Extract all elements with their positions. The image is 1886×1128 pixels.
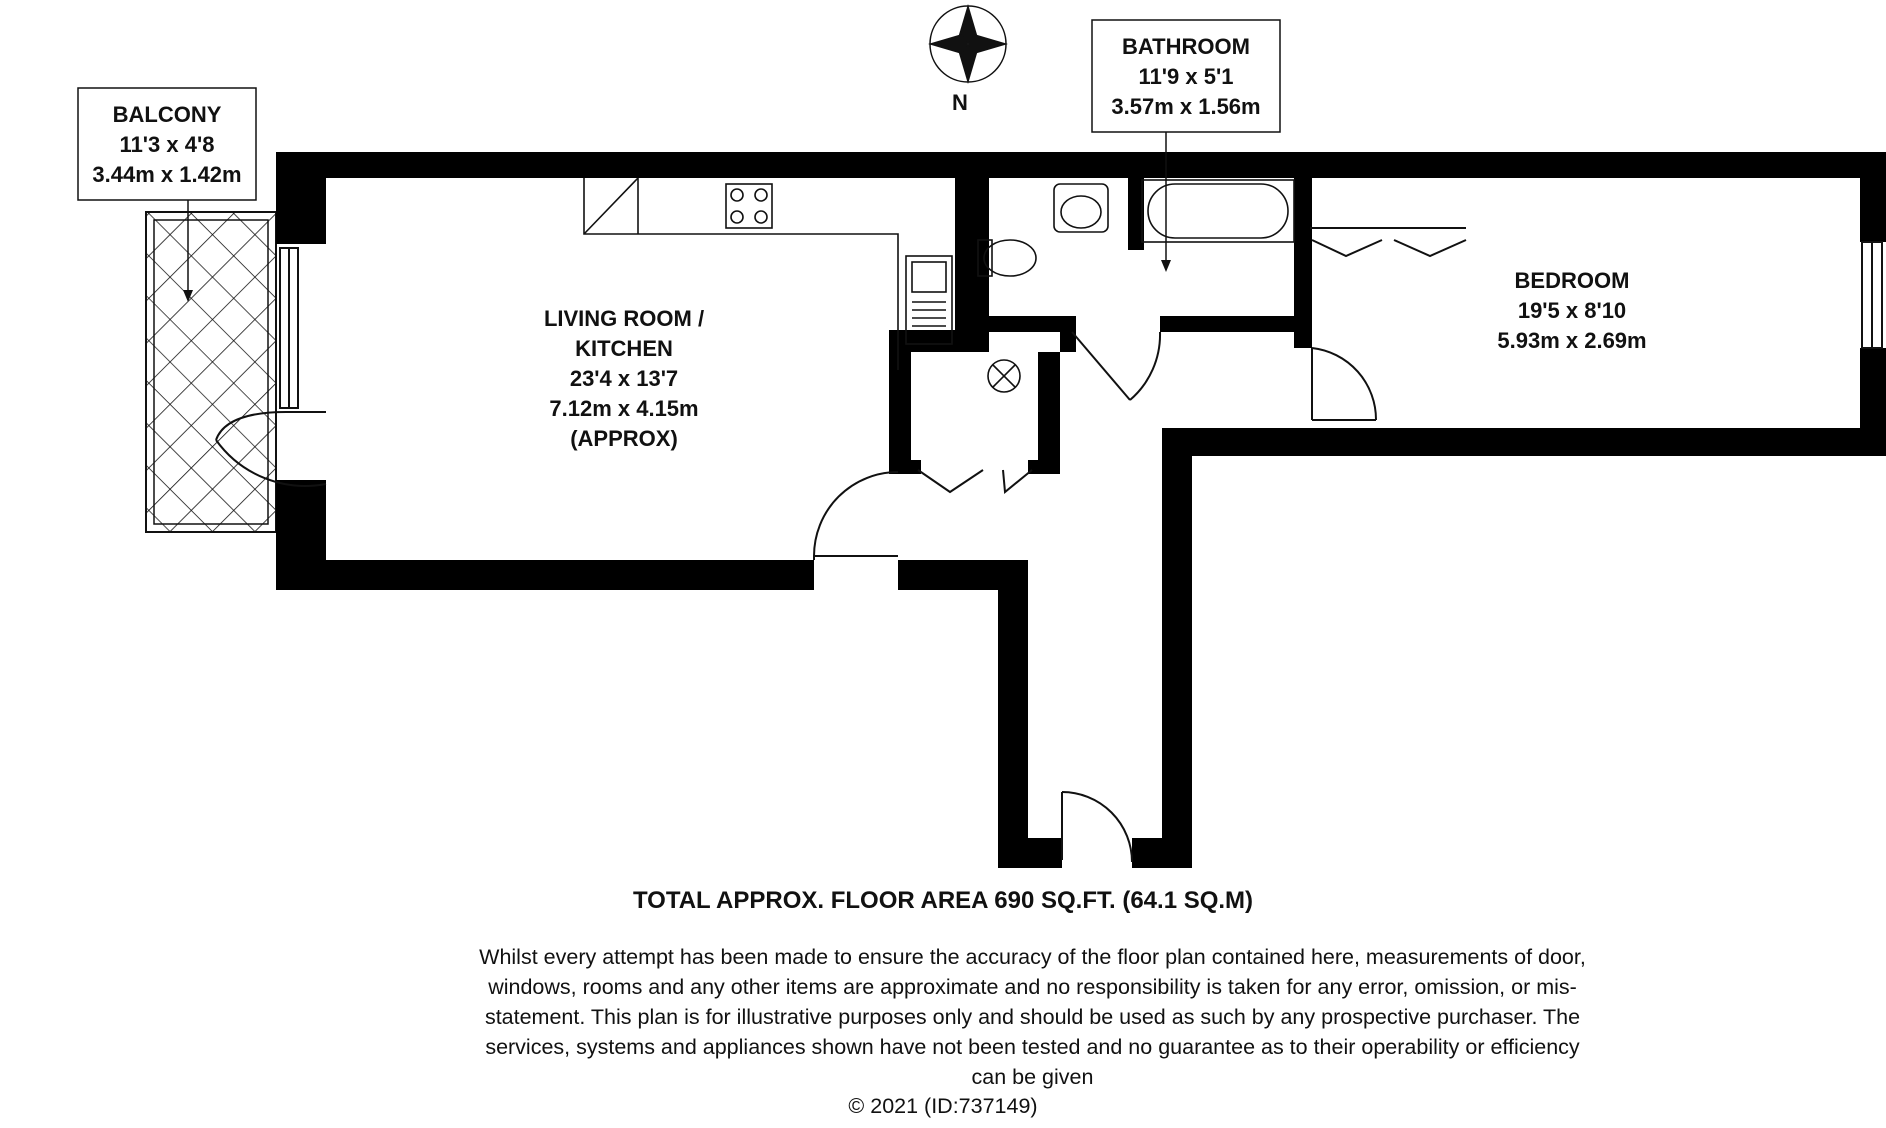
bathroom-name: BATHROOM — [1122, 34, 1250, 59]
bedroom-dims-imperial: 19'5 x 8'10 — [1517, 298, 1627, 323]
bedroom-dims-metric: 5.93m x 2.69m — [1497, 328, 1647, 353]
living-room-note: (APPROX) — [570, 426, 678, 451]
bathroom-label — [1092, 20, 1280, 272]
exterior-walls — [276, 152, 1886, 868]
bathroom-dims-metric: 3.57m x 1.56m — [1111, 94, 1261, 119]
balcony-dims-metric: 3.44m x 1.42m — [92, 162, 242, 187]
copyright-text: © 2021 (ID:737149) — [848, 1094, 1038, 1118]
compass-north-label: N — [952, 90, 968, 115]
compass-rose-icon — [928, 4, 1008, 115]
balcony-area — [146, 212, 276, 532]
bedroom-name: BEDROOM — [1514, 268, 1630, 293]
disclaimer-text: Whilst every attempt has been made to ensure the accuracy of the floor plan contained here, measurements of door, windows, rooms and any other items are approximate and no responsibility is taken for any error, omission, or mis-statement. This plan is for illustrative purposes only and should be used as such by any prospective purchaser. The services, systems and appliances shown have not been tested and no guarantee as to their operability or efficiency can be given — [479, 945, 1586, 1089]
living-room-name-line2: KITCHEN — [575, 336, 673, 361]
balcony-name: BALCONY — [112, 102, 222, 127]
bedroom-label — [1497, 268, 1646, 353]
living-room-name-line1: LIVING ROOM / — [543, 306, 705, 331]
total-floor-area: TOTAL APPROX. FLOOR AREA 690 SQ.FT. (64.1 SQ.M) — [632, 887, 1254, 914]
balcony-dims-imperial: 11'3 x 4'8 — [119, 132, 215, 157]
living-room-dims-metric: 7.12m x 4.15m — [549, 396, 699, 421]
bathroom-dims-imperial: 11'9 x 5'1 — [1138, 64, 1234, 89]
living-room-dims-imperial: 23'4 x 13'7 — [569, 366, 679, 391]
living-room-label — [544, 306, 704, 451]
windows — [280, 242, 1882, 408]
